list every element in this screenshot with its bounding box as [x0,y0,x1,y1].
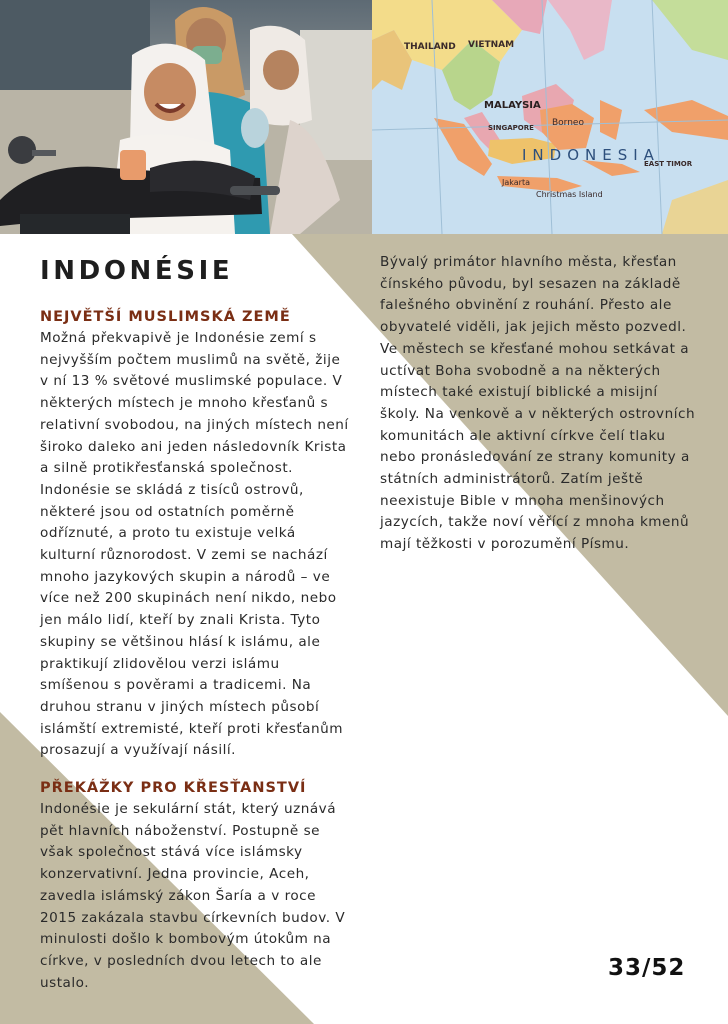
right-column-text: Bývalý primátor hlavního města, křesťan čínského původu, byl sesazen na základě falešného obvinění z rouhání. Přesto ale obyvatelé viděli, jak jejich město pozvedl. Ve městech se křesťané mohou setkávat a uctívat Boha svobodně a na některých místech také existují biblické a misijní školy. Na venkově a v některých ostrovních komunitách ale aktivní církve čelí tlaku nebo pronásledování ze strany komunity a státních administrátorů. Zatím ještě neexistuje Bible v mnoha menšinových jazycích, takže noví věřící z mnoha kmenů mají těžkosti v porozumění Písmu. [380,254,696,553]
left-column [40,309,352,994]
section-heading: NEJVĚTŠÍ MUSLIMSKÁ ZEMĚ [40,309,291,325]
section-text: Indonésie je sekulární stát, který uznává pět hlavních náboženství. Postupně se však společnost stává více islámsky konzervativní. Jedna provincie, Aceh, zavedla islámský zákon Šaría a v roce 2015 zakázala stavbu církevních budov. V minulosti došlo k bombovým útokům na církve, v posledních dvou letech to ale ustalo. [40,801,346,991]
section-largest-muslim-country [40,309,352,762]
map-southeast-asia [372,0,728,234]
section-text: Možná překvapivě je Indonésie zemí s nejvyšším počtem muslimů na světě, žije v ní 13 % světové muslimské populace. V některých místech je mnoho křesťanů s relativní svobodou, na jiných místech není široko daleko ani jeden následovník Krista a silně protikřesťanská společnost. Indonésie se skládá z tisíců ostrovů, některé jsou od ostatních poměrně odříznuté, a proto tu existuje velká kulturní různorodost. V zemi se nachází mnoho jazykových skupin a národů – ve více než 200 skupinách není nikdo, nebo jen málo lidí, kteří by znali Krista. Tyto skupiny se většinou hlásí k islámu, ale praktikují zlidovělou verzi islámu smíšenou s pověrami a tradicemi. Na druhou stranu v jiných místech působí islámští extremisté, kteří proti křesťanům prosazují a využívají násilí. [40,330,349,759]
page-number: 33/52 [608,955,686,981]
photo-children-on-motorbike [0,0,372,234]
map-label-borneo: Borneo [552,118,584,128]
map-label-singapore: SINGAPORE [488,124,534,132]
section-heading: PŘEKÁŽKY PRO KŘESŤANSTVÍ [40,780,307,797]
map-label-indonesia: INDONESIA [522,146,660,164]
right-column [380,252,696,556]
map-label-vietnam: VIETNAM [468,40,515,50]
map-label-jakarta: Jakarta [502,178,530,187]
page-title: INDONÉSIE [40,256,234,286]
map-label-thailand: THAILAND [404,42,456,52]
section-obstacles-to-christianity [40,780,352,994]
map-label-east-timor: EAST TIMOR [644,160,693,168]
map-label-malaysia: MALAYSIA [484,100,541,111]
map-label-christmas-island: Christmas Island [536,190,603,199]
